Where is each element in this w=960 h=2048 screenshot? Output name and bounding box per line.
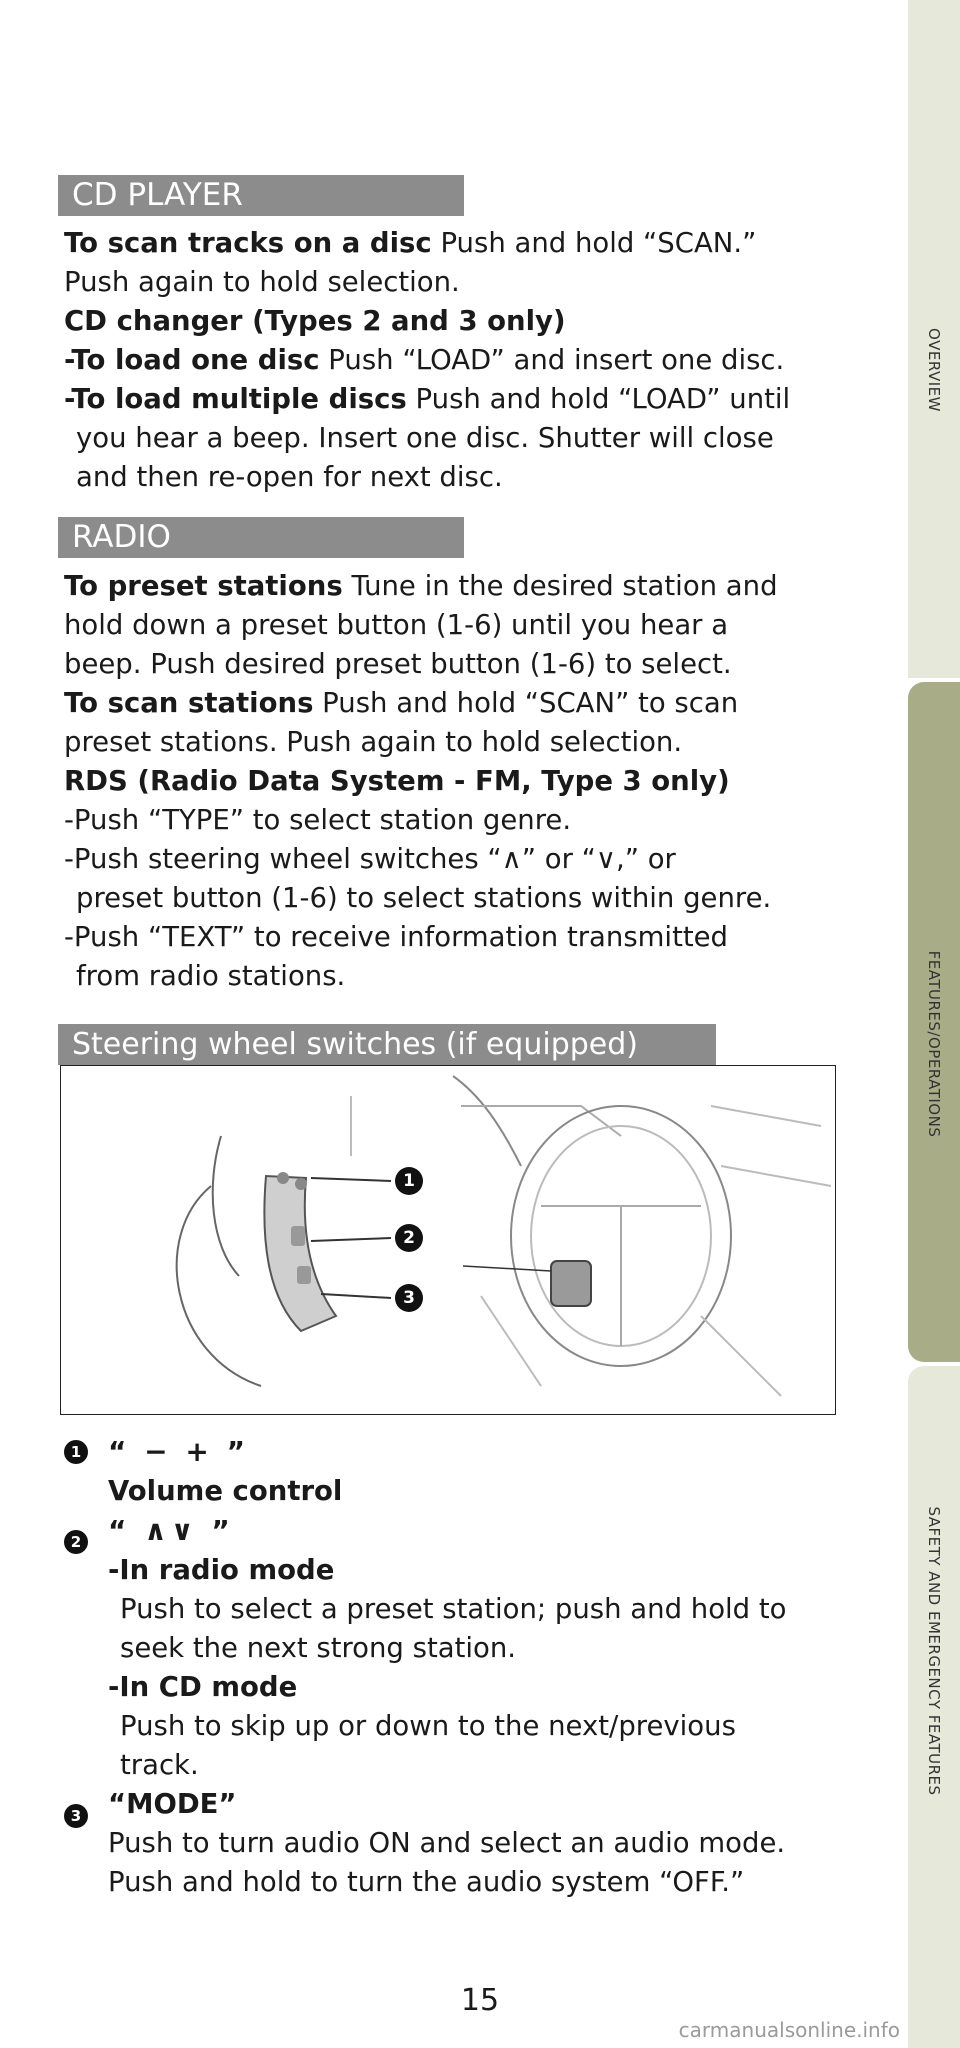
side-tab-safety[interactable] (908, 1366, 960, 2048)
item-1-number: 1 (64, 1440, 88, 1464)
cd-load-multi-text: Push and hold “LOAD” until (406, 383, 791, 415)
item-3-text: Push to turn audio ON and select an audio mode. (108, 1827, 786, 1859)
side-tab-overview-label: OVERVIEW (925, 328, 943, 412)
steering-wheel-illustration (60, 1065, 836, 1415)
radio-rds-heading: RDS (Radio Data System - FM, Type 3 only) (64, 765, 730, 797)
cd-scan-text: Push and hold “SCAN.” (431, 227, 757, 259)
watermark: carmanualsonline.info (678, 2018, 900, 2042)
cd-load-multi-text2: you hear a beep. Insert one disc. Shutter will close (76, 422, 774, 454)
switch-item-list (108, 1432, 838, 1902)
item-3-text2: Push and hold to turn the audio system “OFF.” (108, 1866, 745, 1898)
item-1-text: Volume control (108, 1475, 343, 1507)
radio-scan-heading: To scan stations (64, 687, 314, 719)
radio-rds-3: -Push “TEXT” to receive information transmitted (64, 921, 729, 953)
radio-preset-text2: hold down a preset button (1-6) until you hear a (64, 609, 729, 641)
cd-player-header: CD PLAYER (58, 175, 464, 216)
radio-preset-heading: To preset stations (64, 570, 343, 602)
item-2-number: 2 (64, 1530, 88, 1554)
callout-2: 2 (395, 1224, 423, 1252)
item-2-radio-text2: seek the next strong station. (120, 1632, 517, 1664)
radio-rds-3b: from radio stations. (76, 960, 346, 992)
cd-changer-heading: CD changer (Types 2 and 3 only) (64, 305, 566, 337)
radio-section (64, 567, 834, 996)
item-1-symbol: “ − + ” (108, 1435, 249, 1468)
cd-load-multi-text3: and then re-open for next disc. (76, 461, 503, 493)
item-2-cd-heading: -In CD mode (108, 1671, 298, 1703)
item-2-radio-text: Push to select a preset station; push and hold to (120, 1593, 787, 1625)
side-tab-safety-label: SAFETY AND EMERGENCY FEATURES (925, 1506, 943, 1796)
item-3-symbol: “MODE” (108, 1788, 237, 1820)
item-3-number: 3 (64, 1804, 88, 1828)
radio-rds-2: -Push steering wheel switches “∧” or “∨,” or (64, 843, 676, 875)
cd-scan-text2: Push again to hold selection. (64, 266, 460, 298)
cd-load-one-text: Push “LOAD” and insert one disc. (319, 344, 785, 376)
cd-player-section (64, 224, 834, 497)
item-2-symbol: “ ∧∨ ” (108, 1514, 234, 1547)
item-2-radio-heading: -In radio mode (108, 1554, 335, 1586)
cd-load-one-heading: -To load one disc (64, 344, 320, 376)
radio-scan-text2: preset stations. Push again to hold selection. (64, 726, 683, 758)
callout-1: 1 (395, 1167, 423, 1195)
item-2-cd-text: Push to skip up or down to the next/previous (120, 1710, 736, 1742)
radio-preset-text: Tune in the desired station and (342, 570, 778, 602)
side-tab-overview[interactable] (908, 0, 960, 678)
steering-header: Steering wheel switches (if equipped) (58, 1024, 716, 1065)
radio-rds-2b: preset button (1-6) to select stations within genre. (76, 882, 772, 914)
radio-preset-text3: beep. Push desired preset button (1-6) to select. (64, 648, 732, 680)
radio-header: RADIO (58, 517, 464, 558)
side-tab-features[interactable] (908, 682, 960, 1362)
steering-wheel-drawing (61, 1066, 836, 1415)
radio-rds-1: -Push “TYPE” to select station genre. (64, 804, 572, 836)
radio-scan-text: Push and hold “SCAN” to scan (313, 687, 739, 719)
callout-3: 3 (395, 1284, 423, 1312)
item-2-cd-text2: track. (120, 1749, 199, 1781)
side-tab-features-label: FEATURES/OPERATIONS (925, 950, 943, 1138)
cd-scan-heading: To scan tracks on a disc (64, 227, 432, 259)
page-number: 15 (460, 1983, 500, 2018)
cd-load-multi-heading: -To load multiple discs (64, 383, 407, 415)
